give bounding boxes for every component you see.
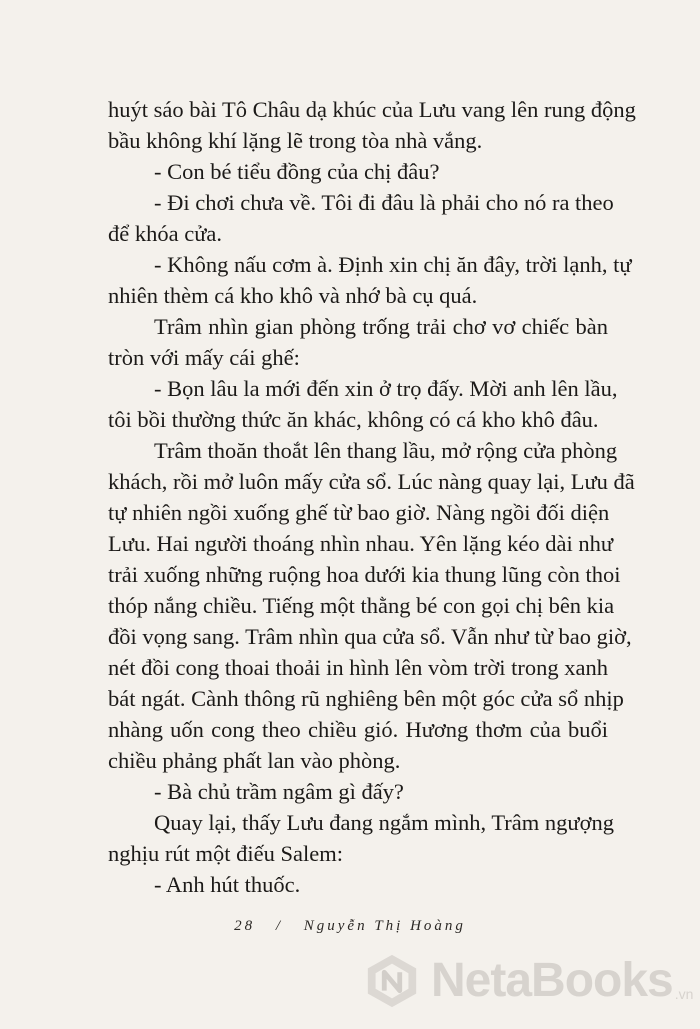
text-line: tròn với mấy cái ghế: <box>108 345 300 370</box>
text-line: nét đồi cong thoai thoải in hình lên vòm trời trong xanh <box>108 655 608 680</box>
page-footer <box>0 918 700 935</box>
text-line: Quay lại, thấy Lưu đang ngắm mình, Trâm ngượng <box>154 810 614 835</box>
text-line: để khóa cửa. <box>108 221 223 246</box>
text-line: bát ngát. Cành thông rũ nghiêng bên một góc cửa sổ nhịp <box>108 686 624 711</box>
text-line: - Không nấu cơm à. Định xin chị ăn đây, trời lạnh, tự <box>154 252 632 277</box>
watermark-domain: .vn <box>674 986 694 1002</box>
text-line: Trâm nhìn gian phòng trống trải chơ vơ chiếc bàn <box>154 314 608 339</box>
text-line: nghịu rút một điếu Salem: <box>108 841 343 866</box>
text-line: - Con bé tiểu đồng của chị đâu? <box>154 159 440 184</box>
text-line: đồi vọng sang. Trâm nhìn qua cửa sổ. Vẫn như từ bao giờ, <box>108 624 632 649</box>
body-text <box>108 94 636 900</box>
text-line: - Bọn lâu la mới đến xin ở trọ đấy. Mời anh lên lầu, <box>154 376 618 401</box>
watermark-brand: NetaBooks <box>431 954 673 1007</box>
text-line: huýt sáo bài Tô Châu dạ khúc của Lưu vang lên rung động <box>108 97 636 122</box>
text-line: chiều phảng phất lan vào phòng. <box>108 748 401 773</box>
footer-separator: / <box>275 918 283 934</box>
text-line: - Bà chủ trầm ngâm gì đấy? <box>154 779 404 804</box>
text-line: bầu không khí lặng lẽ trong tòa nhà vắng. <box>108 128 483 153</box>
text-line: tôi bồi thường thức ăn khác, không có cá kho khô đâu. <box>108 407 599 432</box>
text-line: - Anh hút thuốc. <box>154 872 301 897</box>
text-line: Trâm thoăn thoắt lên thang lầu, mở rộng cửa phòng <box>154 438 618 463</box>
text-line: thóp nắng chiều. Tiếng một thằng bé con gọi chị bên kia <box>108 593 615 618</box>
author-name: Nguyễn Thị Hoàng <box>303 918 466 934</box>
watermark <box>363 950 693 1012</box>
text-line: tự nhiên ngồi xuống ghế từ bao giờ. Nàng ngồi đối diện <box>108 500 610 525</box>
text-line: trải xuống những ruộng hoa dưới kia thung lũng còn thoi <box>108 562 621 587</box>
text-line: - Đi chơi chưa về. Tôi đi đâu là phải cho nó ra theo <box>154 190 614 215</box>
netabooks-logo-icon <box>363 952 421 1010</box>
page-number: 28 <box>234 918 256 934</box>
text-line: khách, rồi mở luôn mấy cửa sổ. Lúc nàng quay lại, Lưu đã <box>108 469 635 494</box>
text-line: nhiên thèm cá kho khô và nhớ bà cụ quá. <box>108 283 478 308</box>
text-line: Lưu. Hai người thoáng nhìn nhau. Yên lặng kéo dài như <box>108 531 614 556</box>
text-line: nhàng uốn cong theo chiều gió. Hương thơm của buổi <box>108 717 608 742</box>
